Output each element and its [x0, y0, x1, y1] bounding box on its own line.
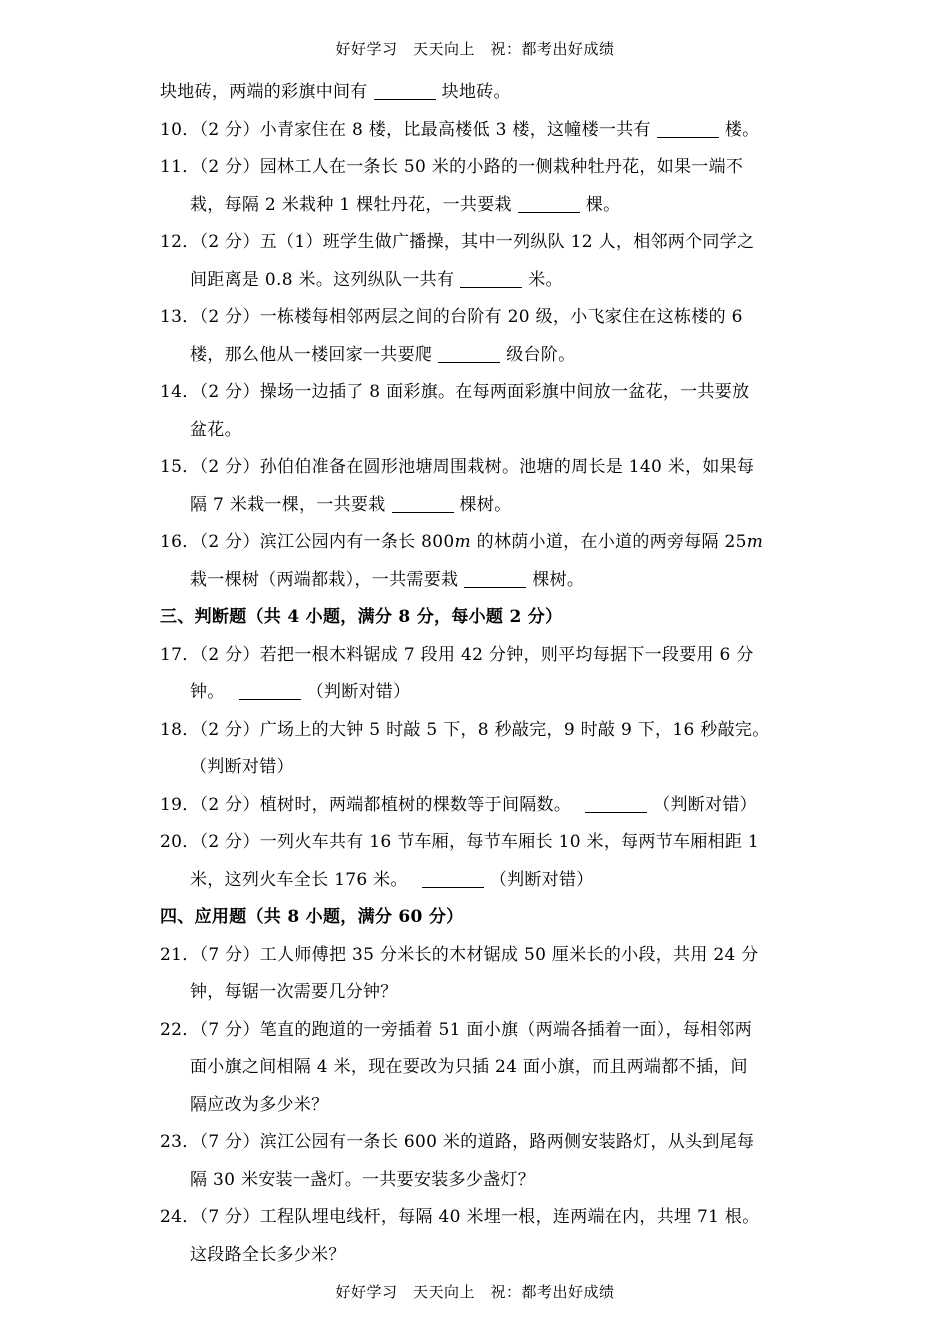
answer-blank	[239, 682, 301, 700]
question-23-line2: 隔 30 米安装一盏灯。一共要安装多少盏灯？	[190, 1169, 536, 1190]
section-heading-judgment: 三、判断题（共 4 小题，满分 8 分，每小题 2 分）	[160, 607, 563, 627]
question-12-line2: 间距离是 0.8 米。这列纵队一共有 米。	[190, 269, 563, 290]
answer-blank	[657, 120, 719, 138]
question-16-line1: 16．（2 分）滨江公园内有一条长 800m 的林荫小道，在小道的两旁每隔 25m	[160, 532, 764, 552]
question-16-line2: 栽一棵树（两端都栽），一共需要栽 棵树。	[190, 569, 585, 590]
question-13-line1: 13．（2 分）一栋楼每相邻两层之间的台阶有 20 级，小飞家住在这栋楼的 6	[160, 307, 743, 327]
answer-blank	[422, 870, 484, 888]
question-22-line3: 隔应改为多少米？	[190, 1094, 329, 1115]
answer-blank	[460, 270, 522, 288]
question-24-line1: 24．（7 分）工程队埋电线杆，每隔 40 米埋一根，连两端在内，共埋 71 根。	[160, 1207, 760, 1227]
question-15-line2: 隔 7 米栽一棵，一共要栽 棵树。	[190, 494, 512, 515]
question-18-line2: （判断对错）	[190, 757, 294, 777]
question-14-line2: 盆花。	[190, 419, 242, 440]
question-14-line1: 14．（2 分）操场一边插了 8 面彩旗。在每两面彩旗中间放一盆花，一共要放	[160, 382, 750, 402]
question-21-line1: 21．（7 分）工人师傅把 35 分米长的木材锯成 50 厘米长的小段，共用 24 分	[160, 944, 759, 965]
question-15-line1: 15．（2 分）孙伯伯准备在圆形池塘周围栽树。池塘的周长是 140 米，如果每	[160, 457, 755, 477]
q9-continuation: 块地砖，两端的彩旗中间有 块地砖。	[160, 82, 511, 102]
answer-blank	[374, 82, 436, 100]
page-footer: 好好学习 天天向上 祝：都考出好成绩	[335, 1283, 615, 1301]
answer-blank	[392, 495, 454, 513]
answer-blank	[518, 195, 580, 213]
page-header: 好好学习 天天向上 祝：都考出好成绩	[335, 40, 615, 58]
question-content	[160, 74, 810, 1274]
question-11-line1: 11．（2 分）园林工人在一条长 50 米的小路的一侧栽种牡丹花，如果一端不	[160, 157, 744, 177]
question-20-line2: 米，这列火车全长 176 米。 （判断对错）	[190, 869, 594, 890]
question-11-line2: 栽，每隔 2 米栽种 1 棵牡丹花，一共要栽 棵。	[190, 194, 621, 215]
question-12-line1: 12．（2 分）五（1）班学生做广播操，其中一列纵队 12 人，相邻两个同学之	[160, 232, 755, 252]
question-13-line2: 楼，那么他从一楼回家一共要爬 级台阶。	[190, 344, 576, 365]
answer-blank	[585, 795, 647, 813]
question-22-line1: 22．（7 分）笔直的跑道的一旁插着 51 面小旗（两端各插着一面），每相邻两	[160, 1019, 752, 1040]
question-17-line2: 钟。 （判断对错）	[190, 682, 411, 702]
question-17-line1: 17．（2 分）若把一根木料锯成 7 段用 42 分钟，则平均每据下一段要用 6 分	[160, 644, 754, 665]
question-22-line2: 面小旗之间相隔 4 米，现在要改为只插 24 面小旗，而且两端都不插，间	[190, 1057, 748, 1077]
question-10: 10．（2 分）小青家住在 8 楼，比最高楼低 3 楼，这幢楼一共有 楼。	[160, 119, 760, 140]
section-heading-application: 四、应用题（共 8 小题，满分 60 分）	[160, 907, 464, 927]
question-20-line1: 20．（2 分）一列火车共有 16 节车厢，每节车厢长 10 米，每两节车厢相距 1	[160, 832, 760, 852]
question-19: 19．（2 分）植树时，两端都植树的棵数等于间隔数。 （判断对错）	[160, 794, 757, 815]
answer-blank	[438, 345, 500, 363]
answer-blank	[464, 570, 526, 588]
question-21-line2: 钟，每锯一次需要几分钟？	[190, 982, 398, 1002]
question-24-line2: 这段路全长多少米？	[190, 1244, 346, 1265]
question-18-line1: 18．（2 分）广场上的大钟 5 时敲 5 下，8 秒敲完，9 时敲 9 下，16 秒敲完。	[160, 719, 770, 740]
question-23-line1: 23．（7 分）滨江公园有一条长 600 米的道路，路两侧安装路灯，从头到尾每	[160, 1132, 755, 1152]
